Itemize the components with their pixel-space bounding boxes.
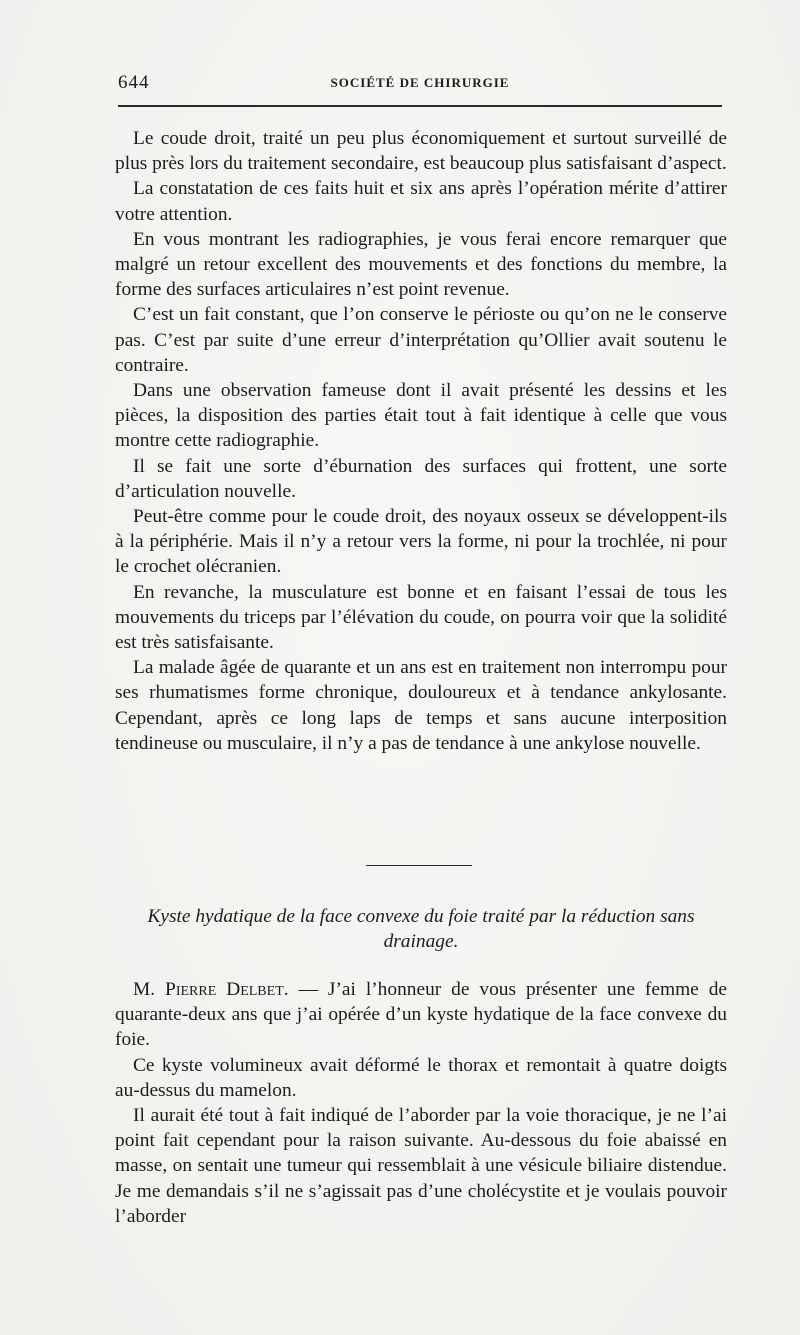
paragraph: Il aurait été tout à fait indiqué de l’aborder par la voie thoracique, je ne l’ai point fait cependant pour la raison suivante. Au-dessous du foie abaissé en masse, on sentait une tumeur qui ressemblait à une vésicule biliaire distendue. Je me demandais s’il ne s’agissait pas d’une cholécystite et je voulais pouvoir l’aborder bbox=[115, 1105, 727, 1227]
paragraph: Ce kyste volumineux avait déformé le thorax et remontait à quatre doigts au-dessus du mamelon. bbox=[115, 1054, 727, 1101]
paragraph: Le coude droit, traité un peu plus économiquement et surtout surveillé de plus près lors du traitement secondaire, est beaucoup plus satisfaisant d’aspect. bbox=[115, 128, 727, 175]
section-title: Kyste hydatique de la face convexe du foie traité par la réduction sans drainage. bbox=[147, 906, 695, 952]
paragraph-text: — J’ai l’honneur de vous présenter une femme de quarante-deux ans que j’ai opérée d’un kyste hydatique de la face convexe du foie. bbox=[115, 979, 728, 1051]
speaker-name: M. Pierre Delbet. bbox=[133, 979, 289, 1000]
paragraph: Il se fait une sorte d’éburnation des surfaces qui frottent, une sorte d’articulation nouvelle. bbox=[115, 455, 727, 502]
article-body bbox=[115, 126, 727, 756]
page-number: 644 bbox=[118, 72, 150, 93]
paragraph: En vous montrant les radiographies, je vous ferai encore remarquer que malgré un retour excellent des mouvements et des fonctions du membre, la forme des surfaces articulaires n’est point revenue. bbox=[115, 228, 727, 301]
page-header bbox=[118, 68, 722, 98]
paragraph: Dans une observation fameuse dont il avait présenté les dessins et les pièces, la disposition des parties était tout à fait identique à celle que vous montre cette radiographie. bbox=[115, 380, 727, 452]
running-head: SOCIÉTÉ DE CHIRURGIE bbox=[330, 75, 510, 90]
section-body bbox=[115, 977, 727, 1229]
paragraph: La constatation de ces faits huit et six ans après l’opération mérite d’attirer votre attention. bbox=[115, 178, 727, 225]
header-rule bbox=[118, 105, 722, 107]
paragraph: La malade âgée de quarante et un ans est en traitement non interrompu pour ses rhumatismes forme chronique, douloureux et à tendance ankylosante. Cependant, après ce long laps de temps et sans aucune interposition tendineuse ou musculaire, il n’y a pas de tendance à une ankylose nouvelle. bbox=[115, 657, 727, 754]
paragraph: Peut-être comme pour le coude droit, des noyaux osseux se développent-ils à la périphérie. Mais il n’y a retour vers la forme, ni pour la trochlée, ni pour le crochet olécranien. bbox=[115, 506, 727, 578]
section-divider bbox=[366, 865, 472, 866]
paragraph: C’est un fait constant, que l’on conserve le périoste ou qu’on ne le conserve pas. C’est par suite d’une erreur d’interprétation qu’Ollier avait soutenu le contraire. bbox=[115, 304, 727, 376]
paragraph: En revanche, la musculature est bonne et en faisant l’essai de tous les mouvements du triceps par l’élévation du coude, on pourra voir que la solidité est très satisfaisante. bbox=[115, 581, 727, 654]
paragraph bbox=[115, 977, 727, 1053]
